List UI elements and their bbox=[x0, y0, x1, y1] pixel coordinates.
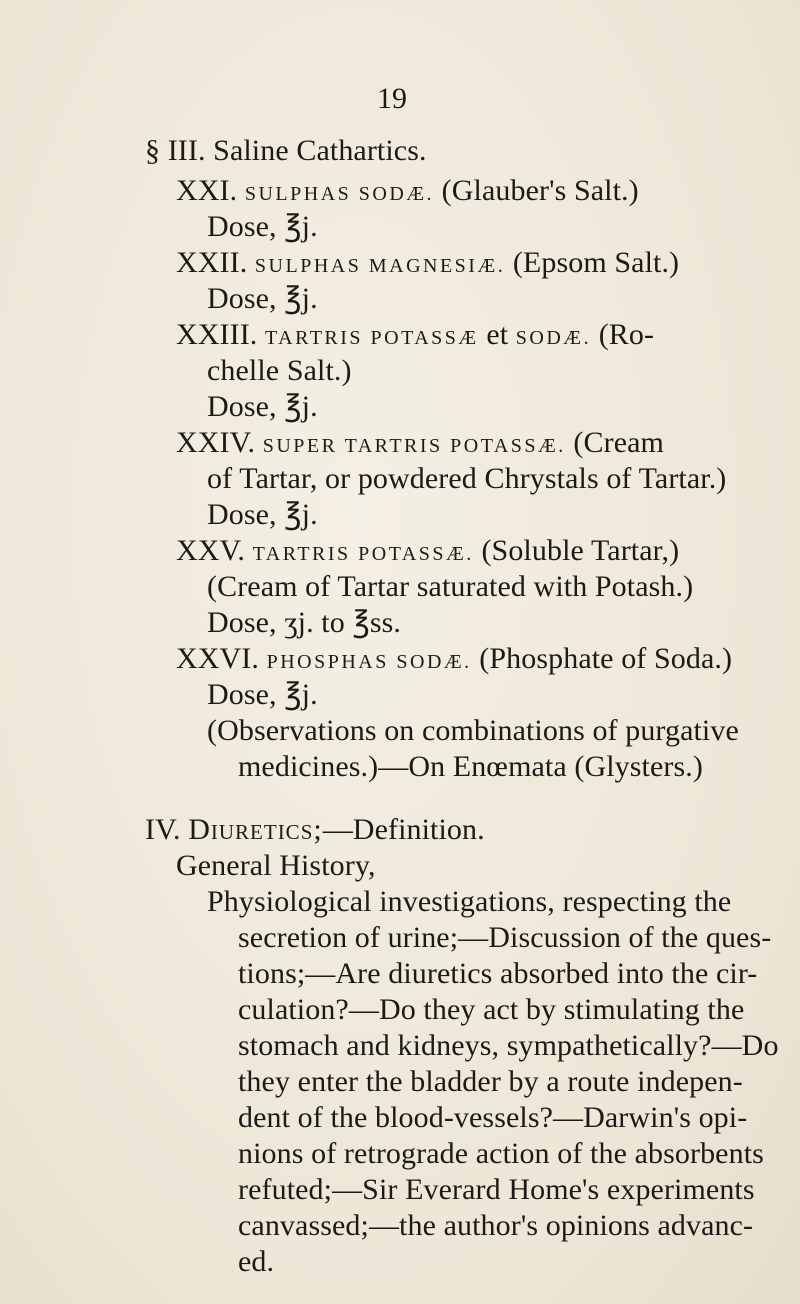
item-xxiv-description-cont: of Tartar, or powdered Chrystals of Tartar.) bbox=[207, 462, 727, 495]
section-iii-heading: § III. Saline Cathartics. bbox=[145, 134, 427, 167]
body-line: ed. bbox=[238, 1245, 275, 1278]
item-xxii bbox=[176, 245, 679, 284]
item-description: (Cream bbox=[573, 426, 664, 459]
body-line: nions of retrograde action of the absorbents bbox=[238, 1137, 764, 1170]
item-conjunction: et bbox=[486, 318, 509, 351]
item-description: (Glauber's Salt.) bbox=[441, 174, 639, 207]
observations-line-2: medicines.)—On Enœmata (Glysters.) bbox=[238, 750, 703, 783]
body-line: Physiological investigations, respecting the bbox=[207, 885, 732, 918]
item-xxv bbox=[176, 533, 679, 572]
item-xxv-description-cont: (Cream of Tartar saturated with Potash.) bbox=[207, 570, 694, 603]
item-description: (Epsom Salt.) bbox=[512, 246, 680, 279]
item-latin-name: SULPHAS MAGNESIÆ. bbox=[254, 255, 506, 277]
section-iv-title bbox=[188, 813, 485, 846]
body-line: dent of the blood-vessels?—Darwin's opi- bbox=[238, 1101, 748, 1134]
item-latin-name: TARTRIS POTASSÆ. bbox=[252, 543, 474, 565]
item-numeral: XXI. bbox=[176, 174, 238, 207]
item-xxiii-description-cont: chelle Salt.) bbox=[207, 354, 352, 387]
item-numeral: XXIII. bbox=[176, 318, 258, 351]
item-description: (Phosphate of Soda.) bbox=[479, 642, 733, 675]
item-xxv-dose: Dose, ʒj. to ℥ss. bbox=[207, 606, 402, 639]
item-description: (Soluble Tartar,) bbox=[481, 534, 680, 567]
item-xxiii-dose: Dose, ℥j. bbox=[207, 390, 318, 423]
item-numeral: XXVI. bbox=[176, 642, 259, 675]
body-line: tions;—Are diuretics absorbed into the cir- bbox=[238, 957, 758, 990]
item-xxiii bbox=[176, 317, 654, 356]
item-xxvi bbox=[176, 641, 732, 680]
body-line: they enter the bladder by a route indepen- bbox=[238, 1065, 743, 1098]
item-latin-name: SULPHAS SODÆ. bbox=[244, 183, 435, 205]
item-description: (Ro- bbox=[598, 318, 655, 351]
body-line: culation?—Do they act by stimulating the bbox=[238, 993, 745, 1026]
section-iv-title-word: Diuretics; bbox=[188, 813, 323, 846]
observations-line-1: (Observations on combinations of purgative bbox=[207, 714, 739, 747]
item-xxi bbox=[176, 173, 639, 212]
item-xxvi-dose: Dose, ℥j. bbox=[207, 678, 318, 711]
item-latin-name: TARTRIS POTASSÆ bbox=[265, 327, 479, 349]
item-xxii-dose: Dose, ℥j. bbox=[207, 282, 318, 315]
body-line: stomach and kidneys, sympathetically?—Do bbox=[238, 1029, 779, 1062]
body-line: secretion of urine;—Discussion of the ques- bbox=[238, 921, 772, 954]
item-xxiv bbox=[176, 425, 664, 464]
page-number: 19 bbox=[377, 82, 407, 115]
section-iv-numeral: IV. bbox=[145, 813, 181, 846]
item-numeral: XXV. bbox=[176, 534, 246, 567]
item-xxi-dose: Dose, ℥j. bbox=[207, 210, 318, 243]
body-line: canvassed;—the author's opinions advanc- bbox=[238, 1209, 754, 1242]
section-iv-title-rest: —Definition. bbox=[322, 813, 485, 846]
item-numeral: XXIV. bbox=[176, 426, 256, 459]
item-latin-name-2: SODÆ. bbox=[515, 327, 592, 349]
section-iv-heading bbox=[145, 812, 485, 848]
item-latin-name: SUPER TARTRIS POTASSÆ. bbox=[262, 435, 566, 457]
general-history: General History, bbox=[176, 849, 376, 882]
body-line: refuted;—Sir Everard Home's experiments bbox=[238, 1173, 755, 1206]
item-numeral: XXII. bbox=[176, 246, 248, 279]
item-latin-name: PHOSPHAS SODÆ. bbox=[266, 651, 472, 673]
item-xxiv-dose: Dose, ℥j. bbox=[207, 498, 318, 531]
